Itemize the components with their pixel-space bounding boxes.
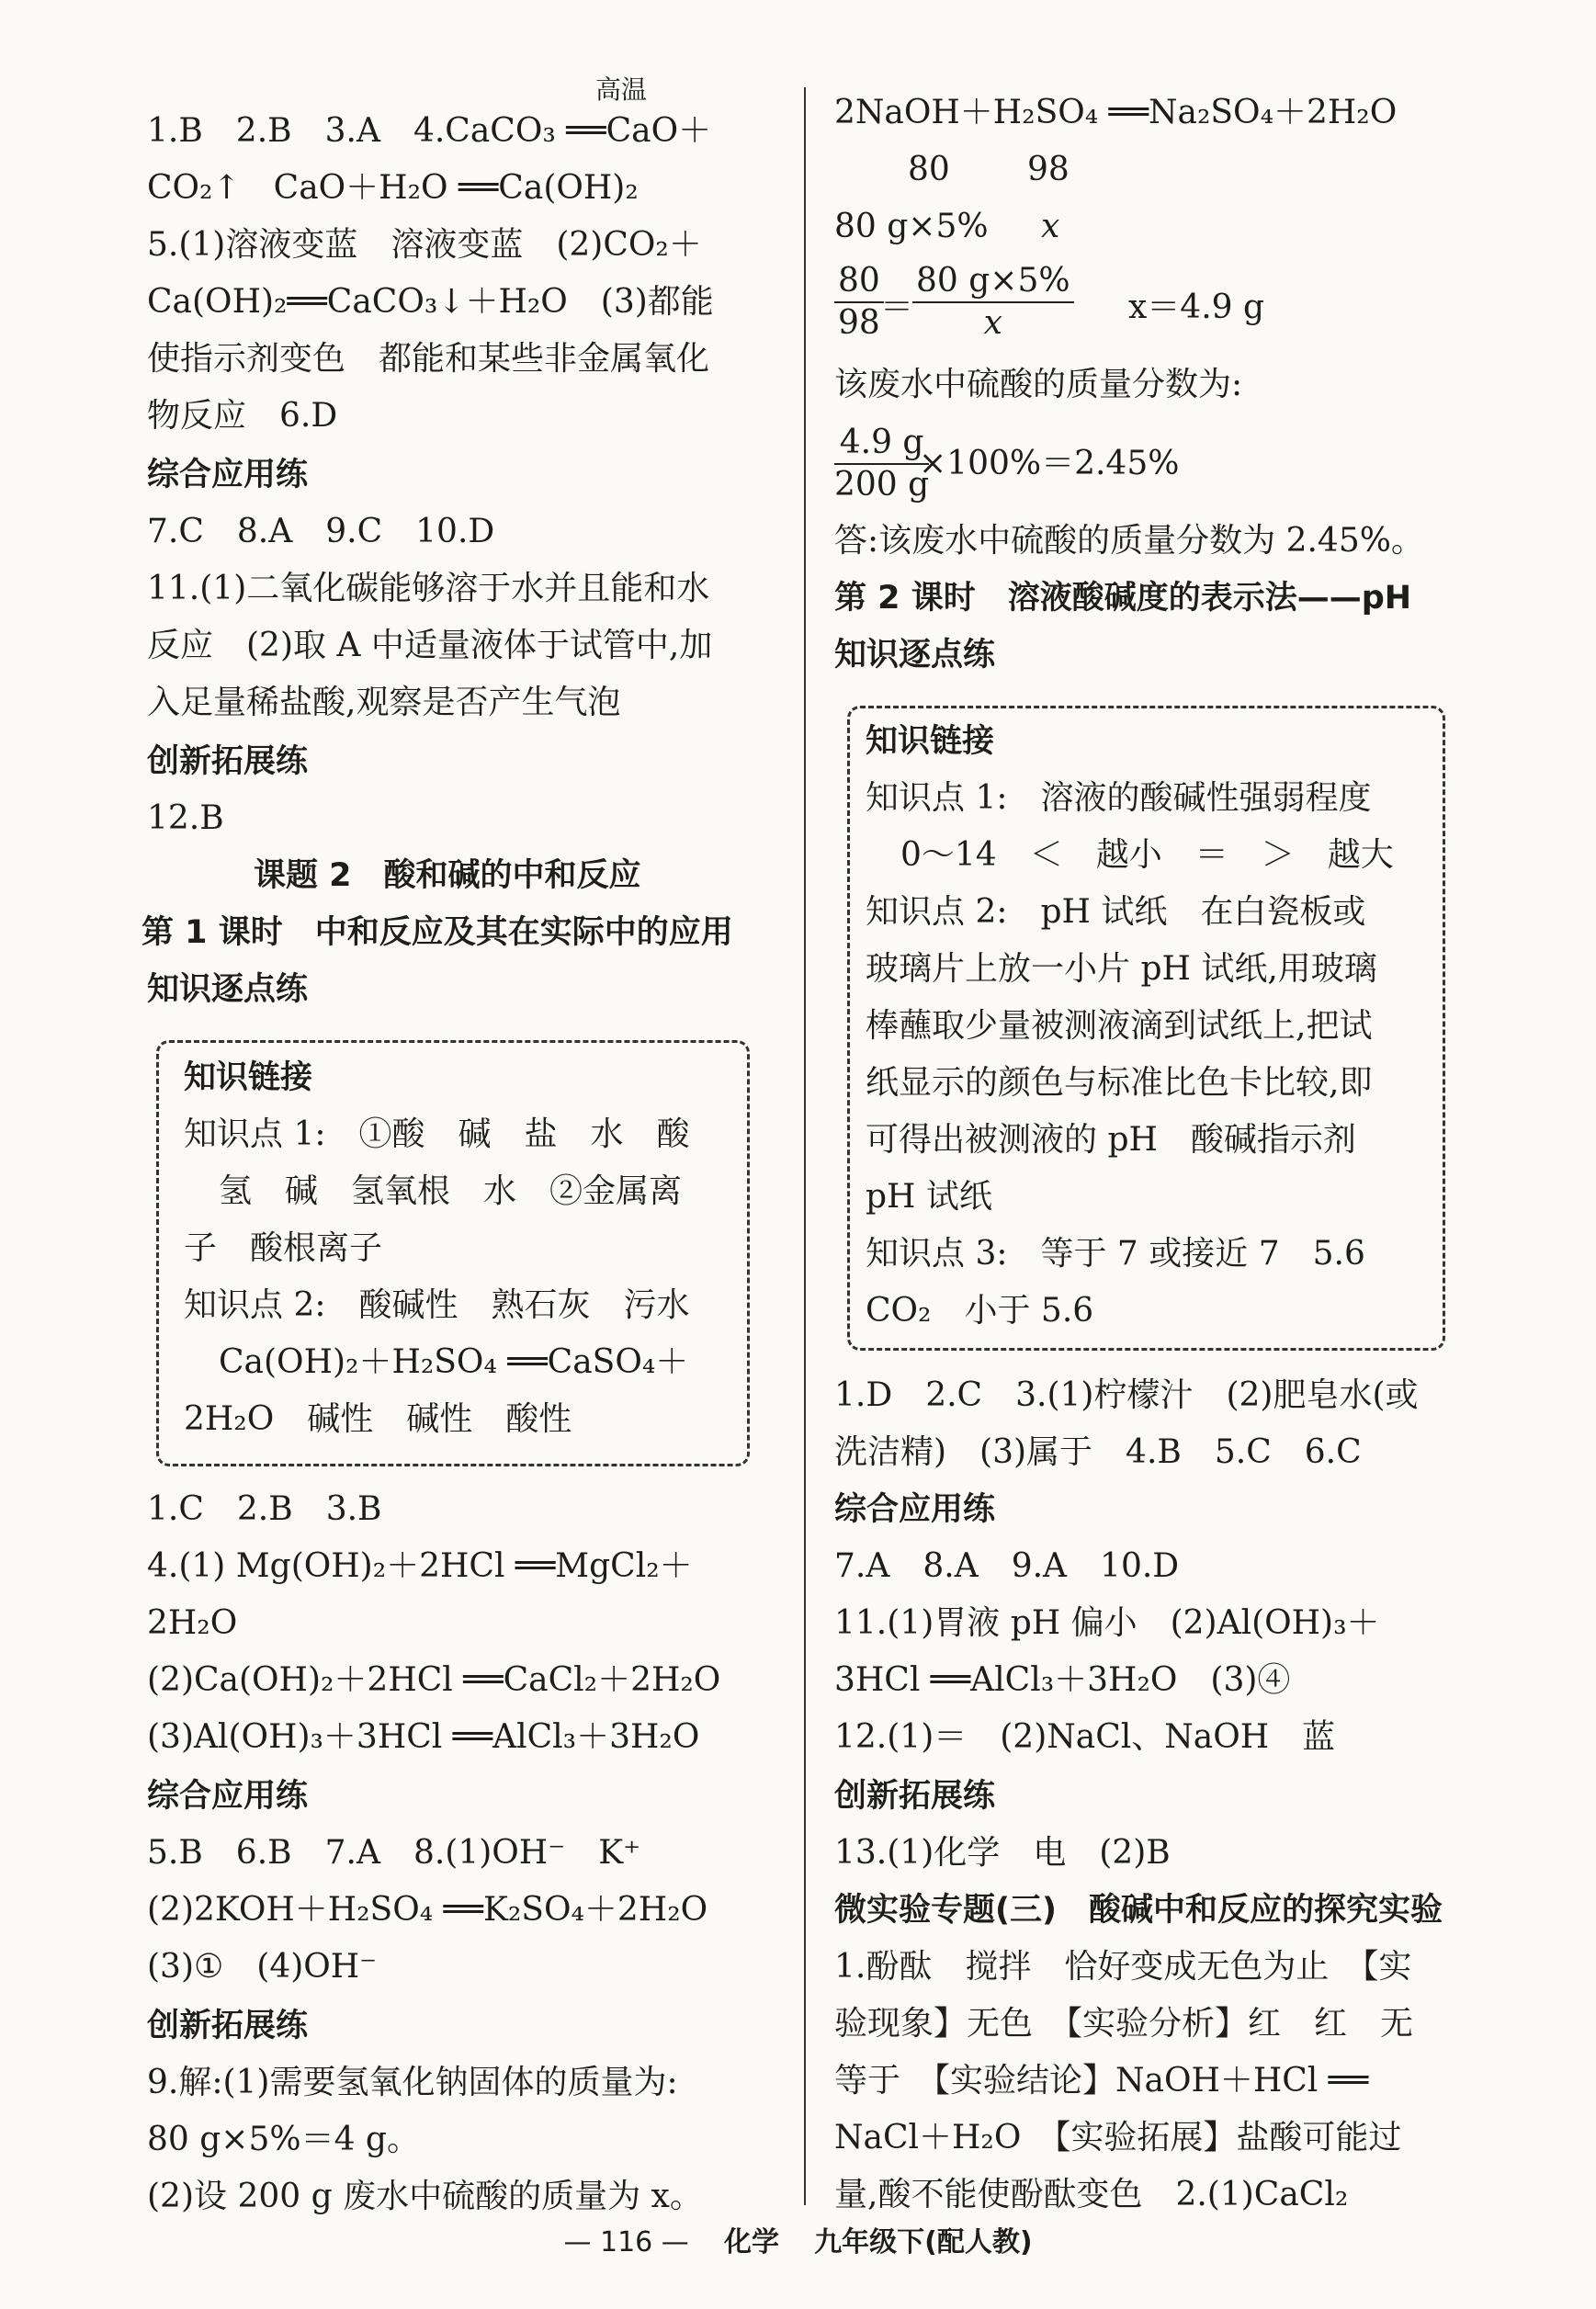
answer-line: Ca(OH)₂══CaCO₃↓＋H₂O (3)都能 bbox=[147, 283, 714, 321]
answer-line: 1.C 2.B 3.B bbox=[147, 1490, 382, 1528]
box-line: CO₂ 小于 5.6 bbox=[866, 1292, 1094, 1330]
box-line: 0～14 ＜ 越小 ＝ ＞ 越大 bbox=[900, 836, 1394, 874]
section-heading: 创新拓展练 bbox=[147, 2008, 309, 2044]
equation-line: 2NaOH＋H₂SO₄ ══Na₂SO₄＋2H₂O bbox=[834, 94, 1398, 131]
box-line: 知识点 1: ①酸 碱 盐 水 酸 bbox=[184, 1115, 690, 1153]
section-heading: 创新拓展练 bbox=[147, 743, 309, 780]
fraction bbox=[834, 261, 884, 344]
section-heading: 微实验专题(三) 酸碱中和反应的探究实验 bbox=[834, 1892, 1443, 1929]
answer-line: 等于 【实验结论】NaOH＋HCl ══ bbox=[834, 2062, 1369, 2100]
box-line: 纸显示的颜色与标准比色卡比较,即 bbox=[866, 1064, 1373, 1102]
fraction-numerator: 80 bbox=[834, 261, 884, 303]
answer-line: 洗洁精) (3)属于 4.B 5.C 6.C bbox=[834, 1433, 1362, 1471]
box-line: pH 试纸 bbox=[866, 1178, 992, 1216]
reaction-condition: 高温 bbox=[595, 74, 648, 105]
answer-line: 12.(1)＝ (2)NaCl、NaOH 蓝 bbox=[834, 1718, 1336, 1756]
answer-line: 量,酸不能使酚酞变色 2.(1)CaCl₂ bbox=[834, 2176, 1349, 2213]
fraction bbox=[834, 423, 929, 505]
box-line: 棒蘸取少量被测液滴到试纸上,把试 bbox=[866, 1007, 1373, 1045]
answer-line: (3)Al(OH)₃＋3HCl ══AlCl₃＋3H₂O bbox=[147, 1718, 700, 1756]
box-line: 知识点 1: 溶液的酸碱性强弱程度 bbox=[866, 779, 1372, 817]
answer-line: (2)2KOH＋H₂SO₄ ══K₂SO₄＋2H₂O bbox=[147, 1891, 708, 1929]
fraction bbox=[912, 261, 1074, 344]
subject-label: 化学 bbox=[723, 2226, 779, 2258]
lesson-title: 课题 2 酸和碱的中和反应 bbox=[254, 857, 641, 894]
box-line: 可得出被测液的 pH 酸碱指示剂 bbox=[866, 1121, 1356, 1159]
answer-line: 反应 (2)取 A 中适量液体于试管中,加 bbox=[147, 627, 713, 664]
answer-line bbox=[147, 110, 711, 153]
box-line: 知识点 2: pH 试纸 在白瓷板或 bbox=[866, 893, 1366, 931]
fraction-numerator: 4.9 g bbox=[834, 423, 929, 465]
answer-line: NaCl＋H₂O 【实验拓展】盐酸可能过 bbox=[834, 2119, 1402, 2156]
answer-line: 5.(1)溶液变蓝 溶液变蓝 (2)CO₂＋ bbox=[147, 226, 702, 264]
grade-label: 九年级下(配人教) bbox=[814, 2226, 1033, 2258]
page-number: — 116 — bbox=[563, 2226, 689, 2258]
answer-line: 5.B 6.B 7.A 8.(1)OH⁻ K⁺ bbox=[147, 1834, 641, 1872]
section-heading: 知识逐点练 bbox=[834, 637, 996, 673]
answer-line: 入足量稀盐酸,观察是否产生气泡 bbox=[147, 684, 621, 721]
text-line: 该废水中硫酸的质量分数为: bbox=[834, 366, 1243, 403]
answer-statement: 答:该废水中硫酸的质量分数为 2.45%。 bbox=[834, 522, 1424, 560]
box-title: 知识链接 bbox=[184, 1059, 313, 1096]
answer-line: 3HCl ══AlCl₃＋3H₂O (3)④ bbox=[834, 1661, 1291, 1699]
answer-line: (3)① (4)OH⁻ bbox=[147, 1948, 378, 1986]
unknown-variable: x bbox=[1041, 208, 1060, 245]
molar-mass: 98 bbox=[1027, 151, 1070, 188]
answer-line: 80 g×5%＝4 g。 bbox=[147, 2121, 420, 2158]
answer-line: 7.A 8.A 9.A 10.D bbox=[834, 1547, 1180, 1585]
answer-line: 1.酚酞 搅拌 恰好变成无色为止 【实 bbox=[834, 1948, 1412, 1986]
column-divider bbox=[804, 87, 806, 2205]
mass-value: 80 g×5% bbox=[834, 208, 989, 245]
answer-line: 9.解:(1)需要氢氧化钠固体的质量为: bbox=[147, 2064, 678, 2101]
box-line: 子 酸根离子 bbox=[184, 1229, 383, 1267]
lesson-subtitle: 第 1 课时 中和反应及其在实际中的应用 bbox=[141, 914, 733, 951]
percentage-calc: ×100%＝2.45% bbox=[919, 445, 1180, 482]
answer-line: 1.D 2.C 3.(1)柠檬汁 (2)肥皂水(或 bbox=[834, 1376, 1419, 1414]
answer-line: 物反应 6.D bbox=[147, 397, 338, 435]
fraction-denominator: 200 g bbox=[834, 466, 930, 504]
answer-line: 验现象】无色 【实验分析】红 红 无 bbox=[834, 2005, 1414, 2043]
box-line: Ca(OH)₂＋H₂SO₄ ══CaSO₄＋ bbox=[219, 1343, 689, 1381]
answer-line: 4.(1) Mg(OH)₂＋2HCl ══MgCl₂＋ bbox=[147, 1547, 693, 1585]
answer-line: (2)Ca(OH)₂＋2HCl ══CaCl₂＋2H₂O bbox=[147, 1661, 721, 1699]
answer-line: 11.(1)二氧化碳能够溶于水并且能和水 bbox=[147, 570, 710, 607]
answer-line: 11.(1)胃液 pH 偏小 (2)Al(OH)₃＋ bbox=[834, 1604, 1380, 1642]
answer-line: CO₂↑ CaO＋H₂O ══Ca(OH)₂ bbox=[147, 169, 639, 207]
fraction-numerator: 80 g×5% bbox=[912, 261, 1074, 303]
box-line: 氢 碱 氢氧根 水 ②金属离 bbox=[219, 1172, 683, 1210]
box-line: 知识点 2: 酸碱性 熟石灰 污水 bbox=[184, 1286, 690, 1324]
result-value: x＝4.9 g bbox=[1128, 289, 1265, 326]
box-line: 知识点 3: 等于 7 或接近 7 5.6 bbox=[866, 1235, 1365, 1273]
section-heading: 综合应用练 bbox=[147, 1778, 309, 1815]
molar-mass: 80 bbox=[908, 151, 950, 188]
lesson-subtitle: 第 2 课时 溶液酸碱度的表示法——pH bbox=[834, 580, 1412, 617]
answer-line: 使指示剂变色 都能和某些非金属氧化 bbox=[147, 340, 710, 378]
answer-line: 12.B bbox=[147, 799, 224, 837]
answer-line: 2H₂O bbox=[147, 1604, 238, 1642]
fraction-denominator: 98 bbox=[838, 304, 880, 342]
section-heading: 综合应用练 bbox=[834, 1491, 996, 1528]
box-title: 知识链接 bbox=[866, 723, 995, 760]
section-heading: 知识逐点练 bbox=[147, 971, 309, 1008]
fraction-denominator: x bbox=[983, 304, 1002, 342]
answer-line: 13.(1)化学 电 (2)B bbox=[834, 1834, 1171, 1872]
box-line: 2H₂O 碱性 碱性 酸性 bbox=[184, 1400, 572, 1438]
answer-1-4: 1.B 2.B 3.A 4.CaCO₃ ══CaO＋ bbox=[147, 112, 712, 150]
equals-sign: ＝ bbox=[880, 289, 914, 326]
answer-line: 7.C 8.A 9.C 10.D bbox=[147, 513, 495, 550]
page-footer bbox=[0, 2219, 1596, 2259]
answer-line: (2)设 200 g 废水中硫酸的质量为 x。 bbox=[147, 2178, 703, 2215]
section-heading: 综合应用练 bbox=[147, 457, 309, 493]
box-line: 玻璃片上放一小片 pH 试纸,用玻璃 bbox=[866, 950, 1377, 988]
section-heading: 创新拓展练 bbox=[834, 1778, 996, 1815]
